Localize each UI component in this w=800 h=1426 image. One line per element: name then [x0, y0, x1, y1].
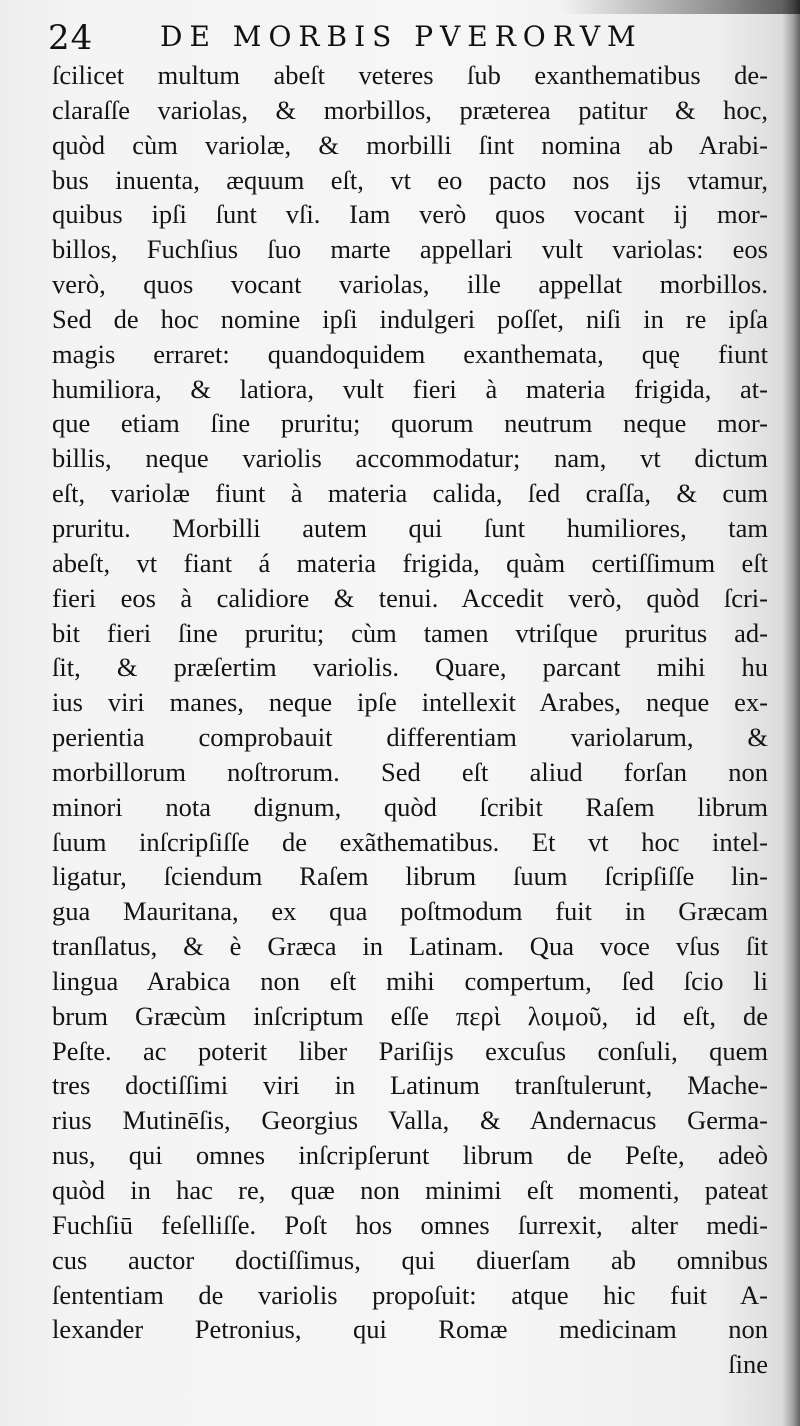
text-line: pruritu. Morbilli autem qui ſunt humiliores, tam: [52, 512, 768, 543]
text-line: cus auctor doctiſſimus, qui diuerſam ab omnibus: [52, 1244, 768, 1275]
body-text: [52, 58, 768, 1382]
text-line: perientia comprobauit differentiam variolarum, &: [52, 722, 768, 753]
text-line: morbillorum noſtrorum. Sed eſt aliud forſan non: [52, 756, 768, 787]
text-line: fieri eos à calidiore & tenui. Accedit verò, quòd ſcri-: [52, 582, 768, 613]
text-line: ius viri manes, neque ipſe intellexit Arabes, neque ex-: [52, 687, 768, 718]
text-line: quibus ipſi ſunt vſi. Iam verò quos vocant ij mor-: [52, 199, 768, 230]
text-line: humiliora, & latiora, vult fieri à materia frigida, at-: [52, 373, 768, 404]
text-line: abeſt, vt fiant á materia frigida, quàm certiſſimum eſt: [52, 547, 768, 578]
text-line: ſuum inſcripſiſſe de exãthematibus. Et vt hoc intel-: [52, 826, 768, 857]
text-line: magis erraret: quandoquidem exanthemata, quę fiunt: [52, 338, 768, 369]
text-line: quòd in hac re, quæ non minimi eſt momenti, pateat: [52, 1175, 768, 1205]
text-line: claraſſe variolas, & morbillos, præterea patitur & hoc,: [52, 94, 768, 125]
text-line: ſcilicet multum abeſt veteres ſub exanthematibus de-: [52, 60, 768, 90]
text-line: quòd cùm variolæ, & morbilli ſint nomina ab Arabi-: [52, 129, 768, 160]
text-line: tres doctiſſimi viri in Latinum tranſtulerunt, Mache-: [52, 1070, 768, 1101]
text-line: ligatur, ſciendum Raſem librum ſuum ſcripſiſſe lin-: [52, 861, 768, 892]
text-line: Fuchſiū feſelliſſe. Poſt hos omnes ſurrexit, alter medi-: [52, 1209, 768, 1240]
text-line: lexander Petronius, qui Romæ medicinam non: [52, 1314, 768, 1345]
text-line: billos, Fuchſius ſuo marte appellari vult variolas: eos: [52, 234, 768, 265]
text-line: Sed de hoc nomine ipſi indulgeri poſſet, niſi in re ipſa: [52, 303, 768, 334]
running-title: DE MORBIS PVERORVM: [160, 20, 643, 53]
text-line: que etiam ſine pruritu; quorum neutrum neque mor-: [52, 408, 768, 439]
text-line: lingua Arabica non eſt mihi compertum, ſed ſcio li: [52, 965, 768, 996]
page-number: 24: [48, 18, 94, 58]
text-line: ſententiam de variolis propoſuit: atque hic fuit A-: [52, 1279, 768, 1310]
text-line: brum Græcùm inſcriptum eſſe περὶ λοιμοῦ, id eſt, de: [52, 1000, 768, 1031]
text-line: ſit, & præſertim variolis. Quare, parcant mihi hu: [52, 652, 768, 683]
page-header: [44, 14, 764, 60]
text-line: bit fieri ſine pruritu; cùm tamen vtriſque pruritus ad-: [52, 617, 768, 648]
text-line: bus inuenta, æquum eſt, vt eo pacto nos ijs vtamur,: [52, 164, 768, 195]
text-line: verò, quos vocant variolas, ille appellat morbillos.: [52, 269, 768, 300]
scan-shadow-gutter: [782, 0, 800, 1426]
text-line: minori nota dignum, quòd ſcribit Raſem librum: [52, 791, 768, 822]
text-line: gua Mauritana, ex qua poſtmodum fuit in Græcam: [52, 896, 768, 927]
catchword: ſine: [728, 1349, 768, 1380]
text-line: billis, neque variolis accommodatur; nam, vt dictum: [52, 443, 768, 474]
scan-shadow-top: [560, 0, 800, 14]
text-line: nus, qui omnes inſcripſerunt librum de Peſte, adeò: [52, 1140, 768, 1171]
text-line: rius Mutinēſis, Georgius Valla, & Andernacus Germa-: [52, 1105, 768, 1136]
text-line: tranſlatus, & è Græca in Latinam. Qua voce vſus ſit: [52, 931, 768, 962]
text-line: Peſte. ac poterit liber Pariſijs excuſus conſuli, quem: [52, 1035, 768, 1066]
text-line: eſt, variolæ fiunt à materia calida, ſed craſſa, & cum: [52, 478, 768, 509]
